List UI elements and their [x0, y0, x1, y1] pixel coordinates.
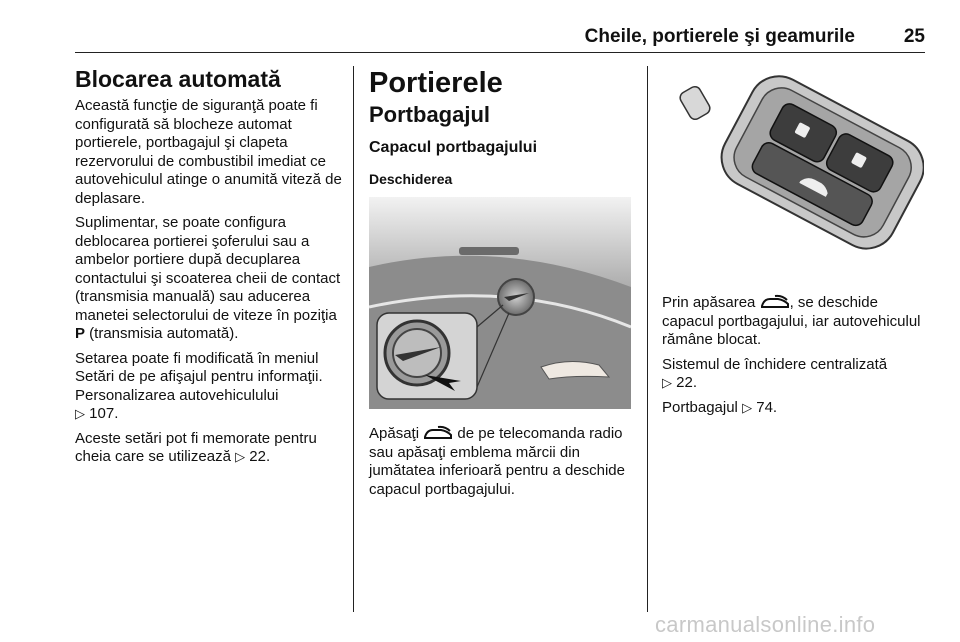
trunk-open-icon — [423, 425, 453, 441]
left-column — [75, 66, 345, 473]
header-title: Cheile, portierele şi geamurile — [584, 26, 855, 47]
page-reference[interactable]: 22. — [249, 448, 271, 465]
trunk-open-icon — [760, 294, 790, 310]
paragraph-unlock-config — [75, 214, 345, 344]
radio-remote-key-illustration — [662, 66, 924, 274]
paragraph-remote-press — [662, 294, 924, 350]
column-divider-2 — [647, 66, 648, 612]
watermark: carmanualsonline.info — [655, 612, 876, 637]
page-reference[interactable]: 22. — [676, 374, 698, 391]
paragraph-text: Setarea poate fi modificată în meniul Setări de pe afişajul pentru informaţii. Personalizarea autovehiculului — [75, 349, 323, 404]
column-divider-1 — [353, 66, 354, 612]
paragraph-text: , se deschide capacul portbagajului, iar autovehiculul rămâne blocat. — [662, 294, 921, 348]
paragraph-central-locking — [662, 356, 924, 393]
right-column — [662, 66, 924, 423]
header-rule — [75, 52, 925, 53]
paragraph-text: Sistemul de închidere centralizată — [662, 355, 888, 373]
ref-arrow-icon: ▷ — [75, 406, 85, 421]
paragraph-memorize — [75, 430, 345, 467]
section-heading-trunk: Portbagajul — [369, 102, 491, 127]
ref-arrow-icon: ▷ — [742, 399, 753, 415]
gear-position-p: P — [75, 325, 86, 342]
paragraph-text: Apăsaţi — [369, 425, 424, 442]
paragraph-text: (transmisia automată). — [85, 325, 239, 342]
trunk-emblem-illustration — [369, 197, 631, 409]
section-heading-auto-lock: Blocarea automată — [75, 66, 281, 92]
ref-arrow-icon: ▷ — [662, 375, 672, 390]
paragraph-auto-lock: Această funcţie de siguranţă poate fi configurată să blocheze automat portierele, portbagajul şi clapeta rezervorului de combustibil imediat ce autovehiculul atinge o anumită viteză de deplasare. — [75, 97, 342, 207]
middle-column — [369, 66, 637, 505]
page-reference[interactable]: 74. — [756, 398, 778, 416]
paragraph-press-button — [369, 425, 637, 499]
paragraph-text: Aceste setări pot fi memorate pentru cheia care se utilizează — [75, 429, 317, 465]
chapter-heading-doors: Portierele — [369, 67, 503, 99]
paragraph-trunk-ref — [662, 399, 924, 418]
paragraph-text: Suplimentar, se poate configura deblocarea portierei şoferului sau a ambelor portiere după decuplarea contactului şi scoaterea cheii de contact (transmisia manuală) sau aducerea manetei selectorului de viteze în poziţia — [75, 214, 341, 324]
paragraph-text: Portbagajul — [662, 398, 743, 416]
page-reference[interactable]: 107. — [89, 405, 119, 422]
paragraph-text: de pe telecomanda radio sau apăsaţi emblema mărcii din jumătatea inferioară pentru a deschide capacul portbagajului. — [369, 425, 625, 498]
paragraph-text: Prin apăsarea — [662, 294, 760, 311]
subsection-heading-trunk-lid: Capacul portbagajului — [369, 139, 538, 156]
page-number: 25 — [903, 26, 925, 47]
paragraph-settings — [75, 350, 345, 424]
ref-arrow-icon: ▷ — [235, 449, 246, 464]
label-opening: Deschiderea — [369, 171, 453, 187]
page-header — [75, 26, 925, 50]
